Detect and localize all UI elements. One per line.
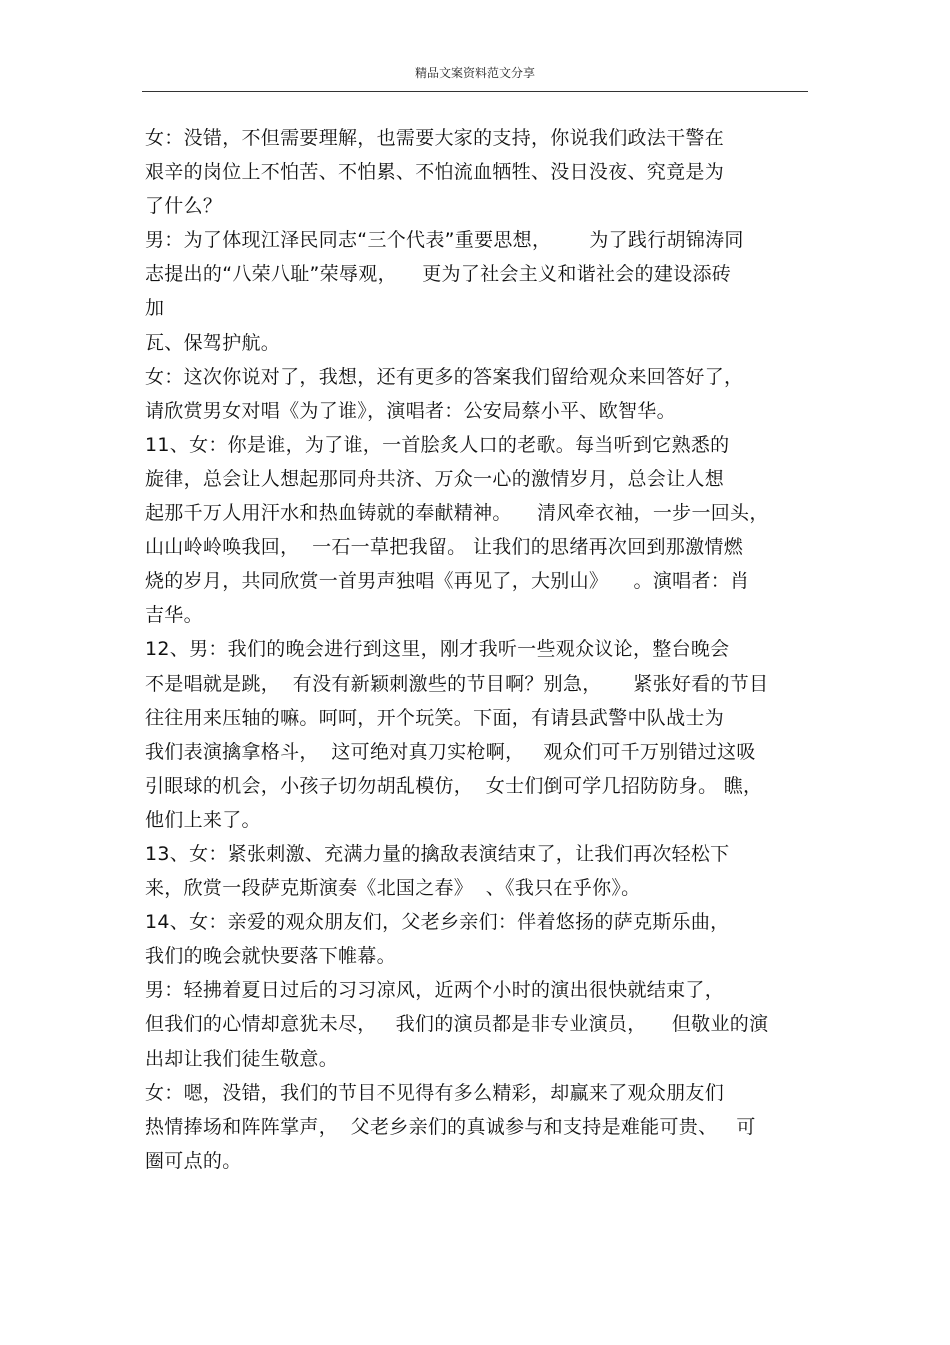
text-line: 吉华。	[145, 604, 203, 627]
text-line: 旋律，总会让人想起那同舟共济、万众一心的激情岁月，总会让人想	[145, 467, 725, 490]
text-line: 男：为了体现江泽民同志“三个代表”重要思想， 为了践行胡锦涛同	[145, 229, 744, 252]
text-line: 女：这次你说对了，我想，还有更多的答案我们留给观众来回答好了，	[145, 365, 744, 388]
text-line: 11、女：你是谁，为了谁，一首脍炙人口的老歌。每当听到它熟悉的	[145, 433, 730, 456]
header-divider	[142, 91, 808, 92]
text-line: 圈可点的。	[145, 1149, 242, 1172]
text-line: 12、男：我们的晚会进行到这里，刚才我听一些观众议论，整台晚会	[145, 638, 730, 661]
page-header: 精品文案资料范文分享	[414, 66, 535, 80]
text-line: 往往用来压轴的嘛。呵呵，开个玩笑。下面，有请县武警中队战士为	[145, 706, 725, 729]
text-line: 女：没错，不但需要理解，也需要大家的支持，你说我们政法干警在	[145, 127, 725, 149]
text-line: 请欣赏男女对唱《为了谁》，演唱者：公安局蔡小平、欧智华。	[145, 399, 676, 422]
text-line: 热情捧场和阵阵掌声， 父老乡亲们的真诚参与和支持是难能可贵、 可	[145, 1115, 756, 1138]
text-line: 出却让我们徒生敬意。	[145, 1047, 339, 1070]
text-line: 山山岭岭唤我回， 一石一草把我留。 让我们的思绪再次回到那激情燃	[145, 536, 744, 559]
text-line: 加	[145, 297, 165, 320]
text-line: 我们表演擒拿格斗， 这可绝对真刀实枪啊， 观众们可千万别错过这吸	[145, 740, 756, 763]
text-line: 女：嗯，没错，我们的节目不见得有多么精彩，却赢来了观众朋友们	[145, 1081, 725, 1104]
text-line: 男：轻拂着夏日过后的习习凉风，近两个小时的演出很快就结束了，	[145, 979, 725, 1002]
text-line: 他们上来了。	[145, 808, 261, 831]
text-line: 志提出的“八荣八耻”荣辱观， 更为了社会主义和谐社会的建设添砖	[145, 263, 732, 286]
text-line: 我们的晚会就快要落下帷幕。	[145, 945, 396, 968]
document-body	[145, 121, 810, 1178]
text-line: 艰辛的岗位上不怕苦、不怕累、不怕流血牺牲、没日没夜、究竟是为	[145, 161, 725, 184]
text-line: 不是唱就是跳， 有没有新颖刺激些的节目啊？别急， 紧张好看的节目	[145, 672, 769, 695]
text-line: 起那千万人用汗水和热血铸就的奉献精神。 清风牵衣袖，一步一回头，	[145, 502, 769, 525]
text-line: 来，欣赏一段萨克斯演奏《北国之春》 、《我只在乎你》。	[145, 877, 641, 900]
text-line: 瓦、保驾护航。	[145, 331, 281, 354]
text-line: 14、女：亲爱的观众朋友们，父老乡亲们：伴着悠扬的萨克斯乐曲，	[145, 911, 730, 934]
text-line: 了什么？	[145, 195, 223, 218]
text-line: 烧的岁月，共同欣赏一首男声独唱《再见了，大别山》 。演唱者：肖	[145, 570, 750, 593]
text-line: 但我们的心情却意犹未尽， 我们的演员都是非专业演员， 但敬业的演	[145, 1013, 769, 1036]
text-line: 13、女：紧张刺激、充满力量的擒敌表演结束了，让我们再次轻松下	[145, 842, 730, 865]
text-line: 引眼球的机会，小孩子切勿胡乱模仿， 女士们倒可学几招防防身。 瞧，	[145, 774, 763, 797]
